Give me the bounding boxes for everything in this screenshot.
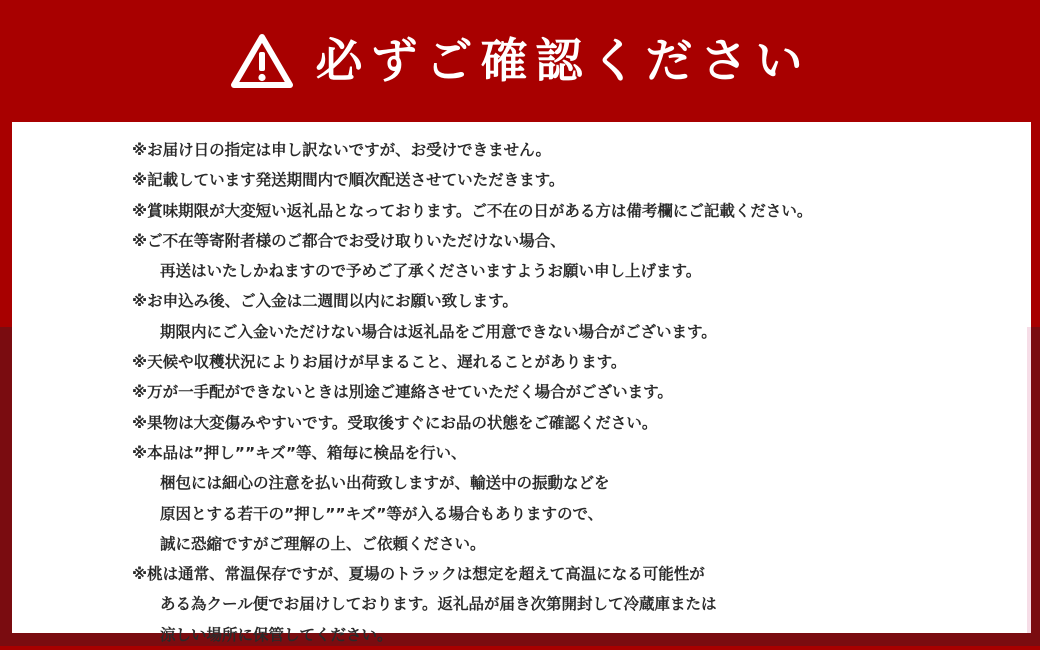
note-item [132, 165, 812, 195]
note-line: 涼しい場所に保管してください。 [160, 625, 393, 644]
note-line: 期限内にご入金いただけない場合は返礼品をご用意できない場合がございます。 [160, 322, 717, 341]
note-item [132, 347, 812, 377]
note-line: 再送はいたしかねますので予めご了承くださいますようお願い申し上げます。 [160, 262, 702, 281]
warning-icon [230, 33, 294, 89]
note-line: 誠に恐縮ですがご理解の上、ご依頼ください。 [160, 534, 486, 553]
note-item [132, 286, 812, 347]
header [0, 0, 1040, 122]
note-line: ※賞味期限が大変短い返礼品となっております。ご不在の日がある方は備考欄にご記載ください。 [132, 201, 813, 220]
note-line: ※本品は”押し””キズ”等、箱毎に検品を行い、 [132, 443, 467, 462]
note-line: ※お届け日の指定は申し訳ないですが、お受けできません。 [132, 141, 552, 159]
note-line: ※万が一手配ができないときは別途ご連絡させていただく場合がございます。 [132, 383, 673, 402]
page-title: 必ずご確認ください [315, 33, 811, 89]
notes-list [132, 135, 812, 650]
note-line: ※記載しています発送期間内で順次配送させていただきます。 [132, 171, 565, 190]
note-item [132, 377, 812, 407]
note-item [132, 135, 812, 165]
note-line: ※お申込み後、ご入金は二週間以内にお願い致します。 [132, 292, 518, 311]
note-line: ※桃は通常、常温保存ですが、夏場のトラックは想定を超えて高温になる可能性が [132, 565, 705, 584]
note-line: ※ご不在等寄附者様のご都合でお受け取りいただけない場合、 [132, 231, 566, 250]
note-item [132, 226, 812, 287]
panel-edge [1027, 327, 1031, 633]
note-item [132, 559, 812, 650]
note-item [132, 408, 812, 438]
note-line: ※天候や収穫状況によりお届けが早まること、遅れることがあります。 [132, 353, 627, 372]
notice-panel [12, 122, 1031, 644]
note-line: 原因とする若干の”押し””キズ”等が入る場合もありますので、 [160, 504, 604, 523]
note-line: ある為クール便でお届けしております。返礼品が届き次第開封して冷蔵庫または [160, 595, 717, 614]
note-line: 梱包には細心の注意を払い出荷致しますが、輸送中の振動などを [160, 474, 610, 493]
note-line: ※果物は大変傷みやすいです。受取後すぐにお品の状態をご確認ください。 [132, 413, 658, 432]
note-item [132, 438, 812, 559]
note-item [132, 196, 812, 226]
